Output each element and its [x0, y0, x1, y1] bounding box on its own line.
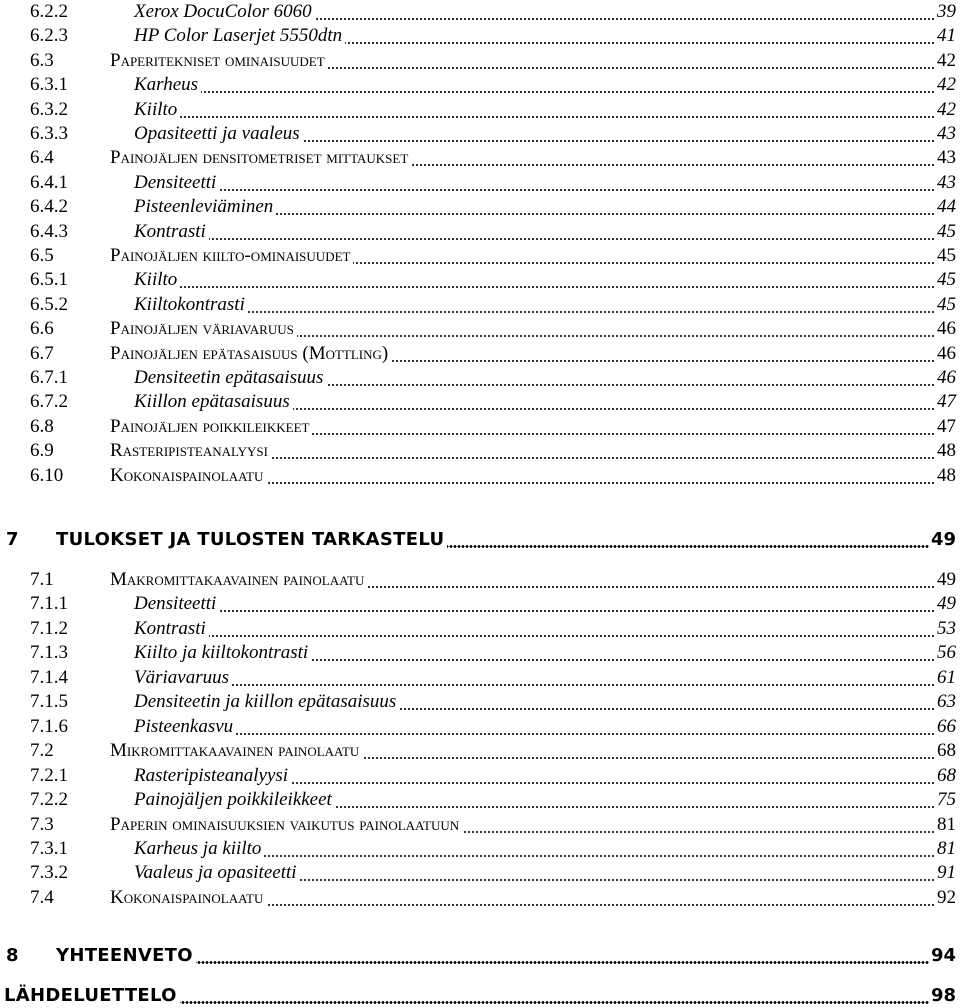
toc-entry-number: 7.1.2: [30, 617, 68, 639]
toc-entry-page: 47: [937, 391, 956, 413]
toc-entry-page: 43: [937, 123, 956, 144]
toc-entry[interactable]: [0, 861, 960, 885]
toc-entry-number: 7.4: [30, 886, 54, 908]
toc-entry-number: 6.4.1: [30, 171, 68, 193]
toc-entry[interactable]: [0, 0, 960, 24]
dot-leader: [345, 42, 935, 44]
toc-entry-page: 44: [937, 196, 956, 218]
toc-entry-number: 6.8: [30, 415, 54, 437]
toc-entry-title: Pisteenleviäminen: [134, 196, 274, 218]
toc-entry-number: 7.3.1: [30, 837, 68, 859]
toc-entry[interactable]: [0, 715, 960, 739]
toc-entry-number: 7.1.1: [30, 593, 68, 615]
toc-entry-number: 7: [6, 529, 19, 550]
dot-leader: [266, 482, 935, 484]
toc-entry[interactable]: [0, 390, 960, 414]
toc-entry-page: 43: [937, 171, 956, 193]
toc-entry-number: 7.1.6: [30, 715, 68, 737]
toc-entry[interactable]: [0, 439, 960, 463]
toc-entry-number: 7.2.1: [30, 764, 68, 786]
dot-leader: [201, 91, 935, 93]
dot-leader: [311, 659, 935, 661]
toc-entry[interactable]: [0, 788, 960, 812]
dot-leader: [291, 782, 935, 784]
toc-entry-number: 6.2.2: [30, 1, 68, 22]
toc-entry-page: 94: [930, 945, 956, 966]
toc-entry[interactable]: [0, 317, 960, 341]
dot-leader: [209, 635, 935, 637]
toc-entry-number: 6.3.3: [30, 123, 68, 144]
dot-leader: [266, 904, 935, 906]
toc-entry-page: 91: [937, 862, 956, 884]
toc-entry[interactable]: [0, 342, 960, 366]
toc-entry-title: Paperitekniset ominaisuudet: [110, 49, 325, 71]
dot-leader: [293, 408, 935, 410]
toc-entry-number: 6.4.2: [30, 196, 68, 218]
dot-leader: [399, 708, 935, 710]
dot-leader: [315, 18, 935, 20]
toc-entry-page: 42: [937, 74, 956, 96]
toc-entry[interactable]: [0, 641, 960, 665]
dot-leader: [462, 831, 935, 833]
toc-entry-title: Painojäljen poikkileikkeet: [134, 789, 332, 811]
toc-entry-number: 6.9: [30, 440, 54, 462]
toc-entry[interactable]: [0, 98, 960, 122]
toc-entry-title: LÄHDELUETTELO: [4, 985, 177, 1006]
toc-entry-title: Paperin ominaisuuksien vaikutus painolaatuun: [110, 813, 460, 835]
toc-entry-title: Karheus: [134, 74, 199, 96]
toc-entry[interactable]: [0, 944, 960, 968]
toc-entry-page: 81: [937, 837, 956, 859]
toc-entry-number: 6.4: [30, 147, 54, 169]
toc-entry-title: Painojäljen epätasaisuus (Mottling): [110, 342, 389, 364]
dot-leader: [180, 1001, 929, 1004]
toc-entry-page: 45: [937, 220, 956, 242]
toc-entry-title: Kontrasti: [134, 617, 206, 639]
toc-entry-page: 49: [930, 529, 956, 550]
toc-entry-page: 42: [937, 49, 956, 71]
toc-entry-number: 6.7: [30, 342, 54, 364]
dot-leader: [232, 684, 935, 686]
dot-leader: [264, 855, 935, 857]
toc-entry-number: 7.1.3: [30, 642, 68, 664]
dot-leader: [271, 457, 935, 459]
toc-entry-page: 46: [937, 342, 956, 364]
dot-leader: [328, 67, 935, 69]
toc-entry[interactable]: [0, 813, 960, 837]
toc-entry[interactable]: [0, 366, 960, 390]
toc-entry[interactable]: [0, 244, 960, 268]
toc-entry-page: 68: [937, 764, 956, 786]
toc-entry-title: Väriavaruus: [134, 666, 229, 688]
dot-leader: [411, 164, 935, 166]
toc-entry-number: 7.2: [30, 740, 54, 762]
toc-entry[interactable]: [0, 464, 960, 488]
toc-entry-title: Kiilto: [134, 269, 178, 291]
toc-entry-number: 6.4.3: [30, 220, 68, 242]
toc-entry-title: Painojäljen poikkileikkeet: [110, 415, 310, 437]
toc-entry-title: Painojäljen densitometriset mittaukset: [110, 147, 409, 169]
dot-leader: [219, 189, 935, 191]
toc-entry-page: 39: [937, 1, 956, 22]
toc-entry[interactable]: [0, 592, 960, 616]
toc-entry-page: 61: [937, 666, 956, 688]
toc-entry-page: 45: [937, 293, 956, 315]
toc-entry-number: 6.5.2: [30, 293, 68, 315]
toc-entry[interactable]: [0, 690, 960, 714]
toc-entry-page: 98: [930, 985, 956, 1006]
toc-entry-number: 7.2.2: [30, 789, 68, 811]
toc-entry[interactable]: [0, 886, 960, 910]
toc-entry[interactable]: [0, 195, 960, 219]
toc-entry-title: Painojäljen väriavaruus: [110, 318, 294, 340]
toc-entry-title: Rasteripisteanalyysi: [134, 764, 289, 786]
toc-entry-number: 6.7.2: [30, 391, 68, 413]
toc-entry[interactable]: [0, 24, 960, 48]
dot-leader: [196, 961, 929, 964]
toc-entry-page: 66: [937, 715, 956, 737]
toc-entry[interactable]: [0, 528, 960, 552]
toc-entry-title: Kontrasti: [134, 220, 206, 242]
dot-leader: [326, 384, 935, 386]
toc-entry-title: Rasteripisteanalyysi: [110, 440, 268, 462]
toc-entry[interactable]: [0, 666, 960, 690]
toc-entry-title: Densiteetti: [134, 593, 217, 615]
toc-entry-title: Vaaleus ja opasiteetti: [134, 862, 297, 884]
dot-leader: [297, 335, 935, 337]
toc-entry-page: 45: [937, 245, 956, 266]
toc-entry-number: 6.3.2: [30, 98, 68, 120]
dot-leader: [209, 238, 935, 240]
dot-leader: [236, 733, 935, 735]
toc-entry-title: Kiillon epätasaisuus: [134, 391, 290, 413]
toc-entry[interactable]: [0, 146, 960, 170]
toc-entry-title: Kokonaispainolaatu: [110, 886, 264, 908]
toc-entry-title: Kiiltokontrasti: [134, 293, 245, 315]
toc-entry-title: Kiilto ja kiiltokontrasti: [134, 642, 309, 664]
toc-entry-page: 46: [937, 318, 956, 340]
toc-entry-page: 48: [937, 440, 956, 462]
toc-entry-number: 7.1.5: [30, 691, 68, 713]
toc-entry-page: 68: [937, 740, 956, 762]
toc-entry[interactable]: [0, 837, 960, 861]
toc-entry-number: 6.5.1: [30, 269, 68, 291]
toc-entry-number: 7.3.2: [30, 862, 68, 884]
toc-entry-page: 81: [937, 813, 956, 835]
toc-entry-page: 45: [937, 269, 956, 291]
toc-entry[interactable]: [0, 984, 960, 1008]
toc-entry-page: 48: [937, 464, 956, 486]
toc-entry-number: 7.3: [30, 813, 54, 835]
dot-leader: [335, 806, 935, 808]
toc-entry-title: YHTEENVETO: [56, 945, 193, 966]
toc-entry-number: 6.3: [30, 49, 54, 71]
dot-leader: [303, 140, 935, 142]
toc-entry-page: 41: [937, 25, 956, 47]
dot-leader: [219, 610, 935, 612]
toc-entry-page: 49: [937, 593, 956, 615]
toc-entry[interactable]: [0, 415, 960, 439]
dot-leader: [367, 586, 935, 588]
dot-leader: [447, 545, 929, 548]
toc-entry-page: 75: [937, 789, 956, 811]
toc-entry[interactable]: [0, 171, 960, 195]
toc-entry-title: Mikromittakaavainen painolaatu: [110, 740, 360, 762]
toc-entry-page: 42: [937, 98, 956, 120]
toc-entry-page: 49: [937, 569, 956, 590]
toc-entry-number: 6.6: [30, 318, 54, 340]
toc-entry[interactable]: [0, 739, 960, 763]
toc-entry-number: 6.3.1: [30, 74, 68, 96]
toc-entry[interactable]: [0, 268, 960, 292]
toc-entry-number: 6.2.3: [30, 25, 68, 47]
toc-entry[interactable]: [0, 293, 960, 317]
toc-entry-page: 63: [937, 691, 956, 713]
toc-entry[interactable]: [0, 122, 960, 146]
toc-entry-title: TULOKSET JA TULOSTEN TARKASTELU: [56, 529, 445, 550]
toc-entry-number: 8: [6, 945, 19, 966]
dot-leader: [353, 262, 935, 264]
toc-entry-title: Densiteetin ja kiillon epätasaisuus: [134, 691, 397, 713]
dot-leader: [180, 286, 935, 288]
toc-entry-number: 6.10: [30, 464, 64, 486]
toc-entry-page: 92: [937, 886, 956, 908]
toc-entry-number: 6.5: [30, 245, 54, 266]
toc-entry-page: 53: [937, 617, 956, 639]
toc-entry-title: Makromittakaavainen painolaatu: [110, 569, 365, 590]
toc-entry-title: Karheus ja kiilto: [134, 837, 262, 859]
toc-entry-title: Opasiteetti ja vaaleus: [134, 123, 300, 144]
dot-leader: [248, 311, 935, 313]
toc-entry-page: 46: [937, 367, 956, 388]
toc-entry[interactable]: [0, 764, 960, 788]
toc-entry-number: 7.1: [30, 569, 54, 590]
toc-entry-page: 56: [937, 642, 956, 664]
dot-leader: [391, 360, 935, 362]
toc-entry-page: 43: [937, 147, 956, 169]
toc-entry-title: Kokonaispainolaatu: [110, 464, 264, 486]
toc-entry-page: 47: [937, 415, 956, 437]
toc-entry-number: 6.7.1: [30, 367, 68, 388]
dot-leader: [362, 757, 935, 759]
toc-entry[interactable]: [0, 49, 960, 73]
dot-leader: [300, 879, 935, 881]
toc-entry[interactable]: [0, 617, 960, 641]
toc-entry-title: Xerox DocuColor 6060: [134, 1, 312, 22]
toc-entry-title: HP Color Laserjet 5550dtn: [134, 25, 343, 47]
toc-entry[interactable]: [0, 220, 960, 244]
toc-entry-number: 7.1.4: [30, 666, 68, 688]
dot-leader: [312, 433, 935, 435]
toc-entry-title: Densiteetin epätasaisuus: [134, 367, 324, 388]
toc-entry[interactable]: [0, 568, 960, 592]
toc-entry-title: Kiilto: [134, 98, 178, 120]
toc-entry-title: Densiteetti: [134, 171, 217, 193]
toc-entry[interactable]: [0, 73, 960, 97]
toc-entry-title: Pisteenkasvu: [134, 715, 234, 737]
dot-leader: [276, 213, 935, 215]
toc-entry-title: Painojäljen kiilto-ominaisuudet: [110, 245, 351, 266]
dot-leader: [180, 116, 935, 118]
